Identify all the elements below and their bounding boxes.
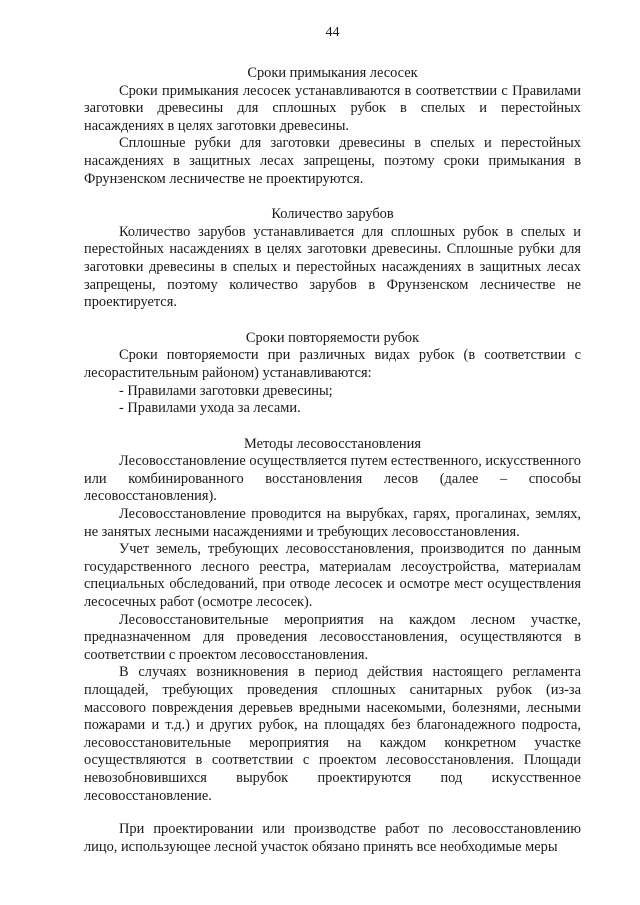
section-title: Количество зарубов [271,206,394,223]
paragraph: Количество зарубов устанавливается для сплошных рубок в спелых и перестойных насаждениях в целях заготовки древесины. Сплошные рубки для заготовки древесины в спелых и перестойных насаждениях в защитных лесах запрещены, поэтому количество зарубов в Фрунзенском лесничестве не проектируется. [84,223,581,311]
paragraph: Лесовосстановление проводится на вырубках, гарях, прогалинах, землях, не занятых лесными насаждениями и требующих лесовосстановления. [84,506,581,540]
paragraph: Лесовосстановление осуществляется путем естественного, искусственного или комбинированного восстановления лесов (далее – способы лесовосстановления). [84,453,581,505]
document-body [84,65,581,856]
paragraph: При проектировании или производстве работ по лесовосстановлению лицо, использующее лесной участок обязано принять все необходимые меры [84,821,581,855]
section-title: Сроки повторяемости рубок [245,329,420,346]
section-reforestation-methods [84,436,581,857]
list-item: - Правилами ухода за лесами. [119,400,301,417]
page-number: 44 [325,25,340,40]
paragraph: Сплошные рубки для заготовки древесины в спелых и перестойных насаждениях в защитных лесах запрещены, поэтому сроки примыкания в Фрунзенском лесничестве не проектируются. [84,135,581,187]
paragraph: Учет земель, требующих лесовосстановления, производится по данным государственного лесного реестра, материалам лесоустройства, материалам специальных обследований, при отводе лесосек и осмотре мест осуществления лесосечных работ (осмотре лесосек). [84,541,581,611]
paragraph: Сроки примыкания лесосек устанавливаются в соответствии с Правилами заготовки древесины для сплошных рубок в спелых и перестойных насаждениях в целях заготовки древесины. [84,82,581,134]
section-title: Сроки примыкания лесосек [247,65,418,81]
list-item: - Правилами заготовки древесины; [119,382,333,399]
section-title: Методы лесовосстановления [244,435,421,452]
paragraph: Лесовосстановительные мероприятия на каждом лесном участке, предназначенном для проведения лесовосстановления, осуществляются в соответствии с проектом лесовосстановления. [84,611,581,663]
paragraph: Сроки повторяемости при различных видах рубок (в соответствии с лесорастительным районом) устанавливаются: [84,347,581,381]
paragraph: В случаях возникновения в период действия настоящего регламента площадей, требующих проведения сплошных санитарных рубок (из-за массового повреждения деревьев вредными насекомыми, болезнями, лесными пожарами и т.д.) и других рубок, на площадях без благонадежного подроста, лесовосстановительные мероприятия на каждом конкретном участке осуществляются в соответствии с проектом лесовосстановления. Площади невозобновившихся вырубок проектируются под искусственное лесовосстановление. [84,664,581,804]
section-number-of-cuts [84,206,581,312]
section-repeat-periods [84,330,581,418]
section-adjacency-terms [84,65,581,188]
